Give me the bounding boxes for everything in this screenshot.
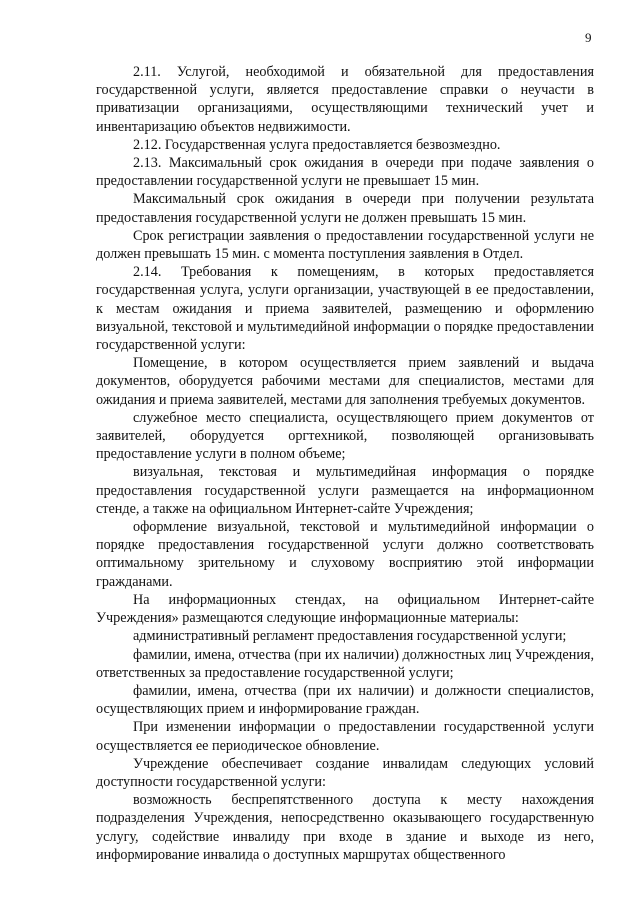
- paragraph-info-design: оформление визуальной, текстовой и мультимедийной информации о порядке предоставления государственной услуги должно соответствовать оптимальному зрительному и слуховому восприятию этой информации гражданами.: [96, 519, 594, 590]
- paragraph-2-11: 2.11. Услугой, необходимой и обязательной для предоставления государственной услуги, является предоставление справки о неучасти в приватизации организациями, осуществляющими технический учет и инвентаризацию объектов недвижимости.: [96, 64, 594, 135]
- paragraph-regulation: административный регламент предоставления государственной услуги;: [133, 628, 567, 645]
- paragraph-officials: фамилии, имена, отчества (при их наличии) должностных лиц Учреждения, ответственных за предоставление государственной услуги;: [96, 646, 594, 681]
- paragraph-workplace: служебное место специалиста, осуществляющего прием документов от заявителей, оборудуется оргтехникой, позволяющей организовывать предоставление услуги в полном объеме;: [96, 409, 594, 463]
- paragraph-premises: Помещение, в котором осуществляется прием заявлений и выдача документов, оборудуется рабочими местами для специалистов, местами для ожидания и приема заявителей, местами для заполнения требуемых документов.: [96, 355, 594, 408]
- paragraph-accessibility: Учреждение обеспечивает создание инвалидам следующих условий доступности государственной услуги:: [96, 755, 594, 790]
- paragraph-info-update: При изменении информации о предоставлении государственной услуги осуществляется ее периодическое обновление.: [96, 719, 594, 754]
- document-body: [96, 63, 594, 864]
- paragraph-access-possibility: возможность беспрепятственного доступа к месту нахождения подразделения Учреждения, непосредственно оказывающего государственную услугу, содействие инвалиду при входе в здание и выходе из него, информирование инвалида о доступных маршрутах общественного: [96, 792, 594, 863]
- paragraph-waiting-time-result: Максимальный срок ожидания в очереди при получении результата предоставления государственной услуги не должен превышать 15 мин.: [96, 191, 594, 226]
- paragraph-2-13: 2.13. Максимальный срок ожидания в очереди при подаче заявления о предоставлении государственной услуги не превышает 15 мин.: [96, 155, 594, 190]
- paragraph-registration-time: Срок регистрации заявления о предоставлении государственной услуги не должен превышать 15 мин. с момента поступления заявления в Отдел.: [96, 227, 594, 263]
- paragraph-visual-info: визуальная, текстовая и мультимедийная информация о порядке предоставления государственной услуги размещается на информационном стенде, а также на официальном Интернет-сайте Учреждения;: [96, 464, 594, 517]
- paragraph-2-14: 2.14. Требования к помещениям, в которых предоставляется государственная услуга, услуги организации, участвующей в ее предоставлении, к местам ожидания и приема заявителей, размещению и оформлению визуальной, текстовой и мультимедийной информации о порядке предоставлении государственной услуги:: [96, 264, 594, 354]
- page-number: 9: [585, 30, 592, 45]
- paragraph-2-12: 2.12. Государственная услуга предоставляется безвозмездно.: [133, 136, 501, 153]
- paragraph-info-stands: На информационных стендах, на официальном Интернет-сайте Учреждения» размещаются следующие информационные материалы:: [96, 591, 594, 627]
- paragraph-specialists: фамилии, имена, отчества (при их наличии) и должности специалистов, осуществляющих прием и информирование граждан.: [96, 682, 594, 718]
